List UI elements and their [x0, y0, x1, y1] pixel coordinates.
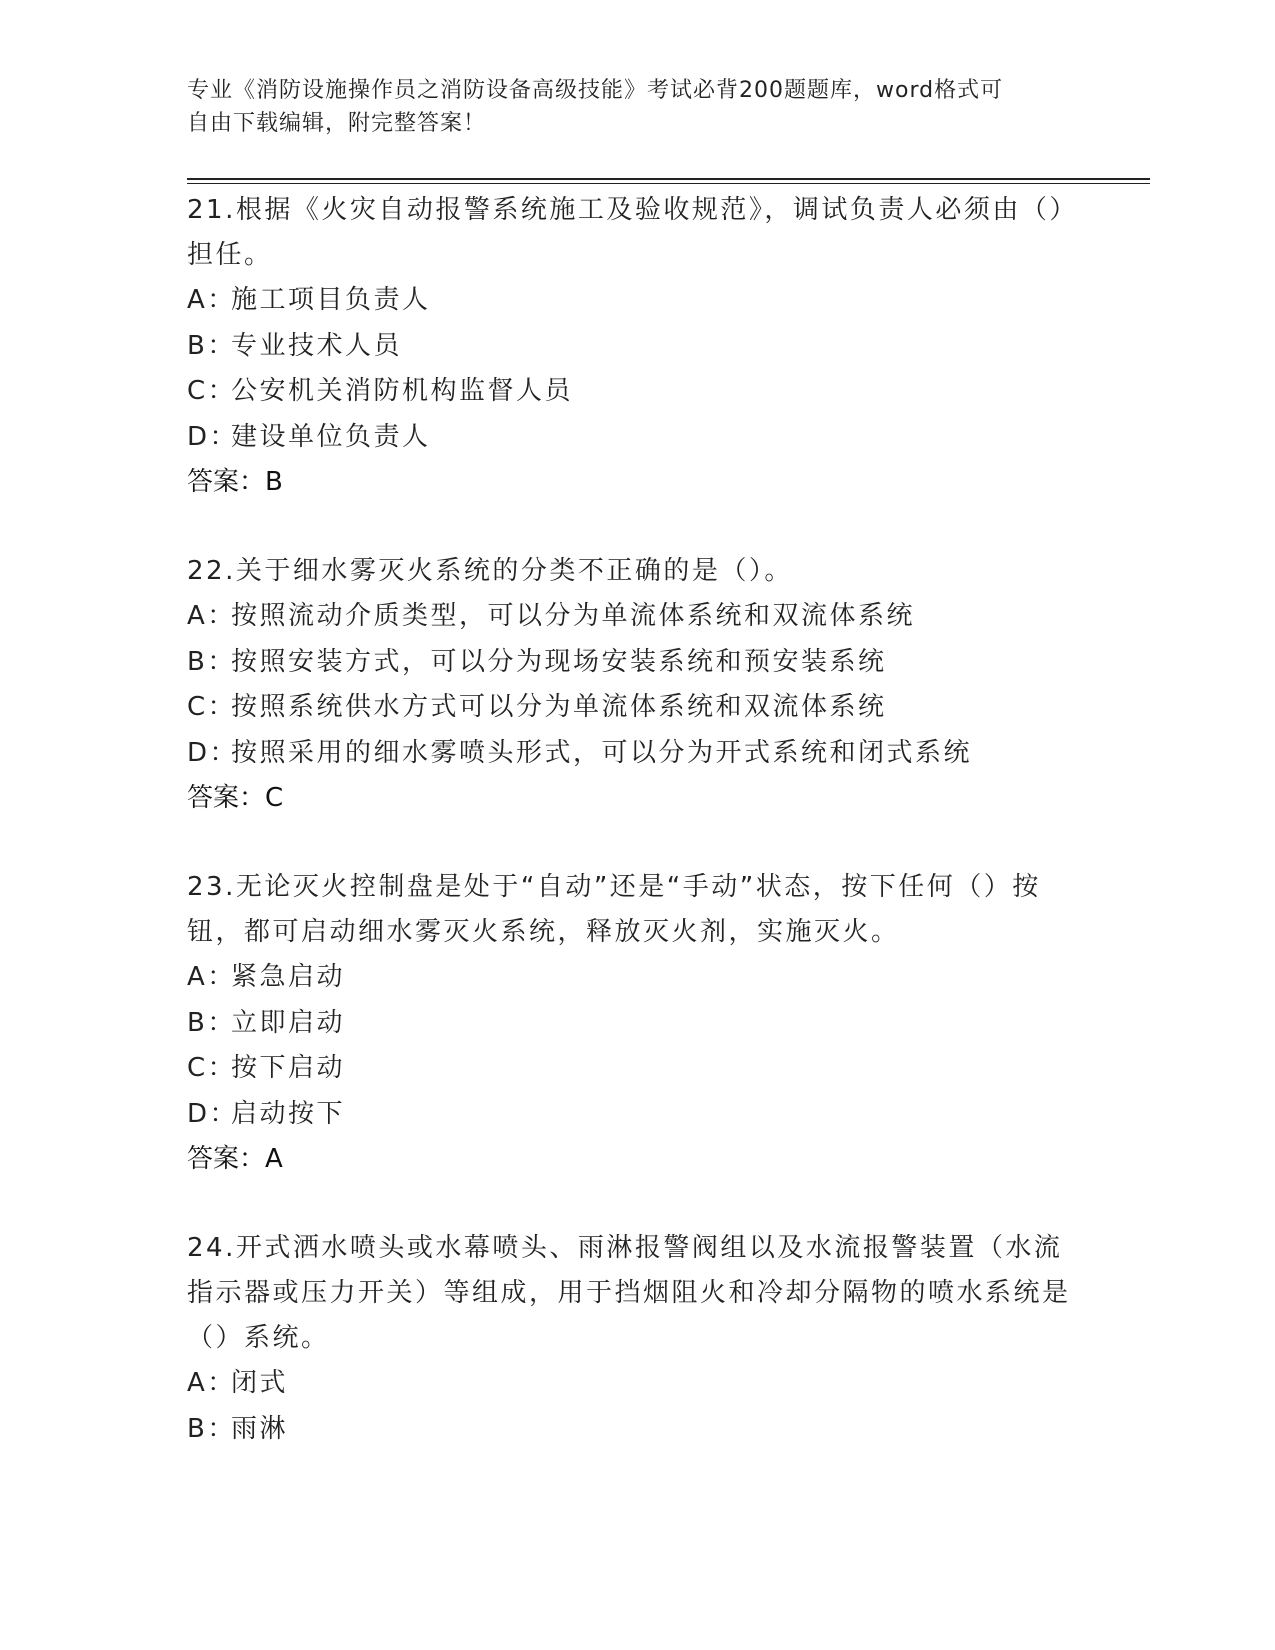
option-d — [187, 1092, 1087, 1138]
option-c — [187, 1046, 1087, 1092]
question-list — [187, 188, 1087, 1496]
header-line-1: 专业《消防设施操作员之消防设备高级技能》考试必背200题题库，word格式可 — [187, 78, 1004, 103]
option-text: 施工项目负责人 — [231, 285, 431, 315]
option-d — [187, 415, 1087, 461]
answer-label: 答案：B — [187, 467, 283, 497]
question-text: 21.根据《火灾自动报警系统施工及验收规范》，调试负责人必须由（）担任。 — [187, 195, 1078, 270]
option-key: D： — [187, 737, 239, 768]
header-divider-thick — [187, 178, 1150, 180]
option-key: C： — [187, 376, 237, 406]
question-text: 22.关于细水雾灭火系统的分类不正确的是（）。 — [187, 556, 793, 586]
option-b — [187, 1407, 1087, 1453]
option-text: 按下启动 — [231, 1053, 346, 1083]
question-24 — [187, 1226, 1087, 1452]
option-text: 雨淋 — [231, 1413, 289, 1444]
option-text: 按照流动介质类型，可以分为单流体系统和双流体系统 — [231, 601, 916, 631]
option-a — [187, 594, 1087, 640]
option-text: 按照采用的细水雾喷头形式，可以分为开式系统和闭式系统 — [231, 737, 973, 768]
document-header — [187, 74, 1067, 140]
answer-label: 答案：C — [187, 783, 284, 813]
option-d — [187, 731, 1087, 777]
option-key: A： — [187, 1368, 236, 1398]
option-text: 立即启动 — [231, 1007, 346, 1038]
option-key: D： — [187, 421, 239, 452]
option-key: D： — [187, 1098, 239, 1129]
option-a — [187, 278, 1087, 324]
option-text: 专业技术人员 — [231, 330, 403, 361]
question-23 — [187, 865, 1087, 1182]
option-b — [187, 640, 1087, 686]
option-key: B： — [187, 1007, 236, 1038]
question-21 — [187, 188, 1087, 505]
option-b — [187, 1001, 1087, 1047]
question-text: 23.无论灭火控制盘是处于“自动”还是“手动”状态，按下任何（）按钮，都可启动细水雾灭火系统，释放灭火剂，实施灭火。 — [187, 872, 1041, 947]
header-divider-thin — [187, 183, 1150, 184]
question-22 — [187, 549, 1087, 821]
option-a — [187, 1361, 1087, 1407]
option-key: A： — [187, 285, 236, 315]
option-key: B： — [187, 1413, 236, 1444]
option-text: 建设单位负责人 — [231, 421, 431, 452]
option-c — [187, 685, 1087, 731]
option-a — [187, 955, 1087, 1001]
option-text: 紧急启动 — [231, 962, 346, 992]
option-c — [187, 369, 1087, 415]
option-text: 按照安装方式，可以分为现场安装系统和预安装系统 — [231, 646, 887, 677]
option-key: C： — [187, 692, 237, 722]
option-text: 按照系统供水方式可以分为单流体系统和双流体系统 — [231, 692, 887, 722]
option-text: 闭式 — [231, 1368, 289, 1398]
option-text: 启动按下 — [231, 1098, 346, 1129]
option-key: B： — [187, 646, 236, 677]
option-b — [187, 324, 1087, 370]
answer-label: 答案：A — [187, 1144, 283, 1174]
option-text: 公安机关消防机构监督人员 — [231, 376, 574, 406]
question-text: 24.开式洒水喷头或水幕喷头、雨淋报警阀组以及水流报警装置（水流指示器或压力开关）等组成，用于挡烟阻火和冷却分隔物的喷水系统是（）系统。 — [187, 1233, 1071, 1353]
option-key: B： — [187, 330, 236, 361]
option-key: A： — [187, 601, 236, 631]
option-key: A： — [187, 962, 236, 992]
option-key: C： — [187, 1053, 237, 1083]
header-line-2: 自由下载编辑，附完整答案！ — [187, 111, 487, 136]
